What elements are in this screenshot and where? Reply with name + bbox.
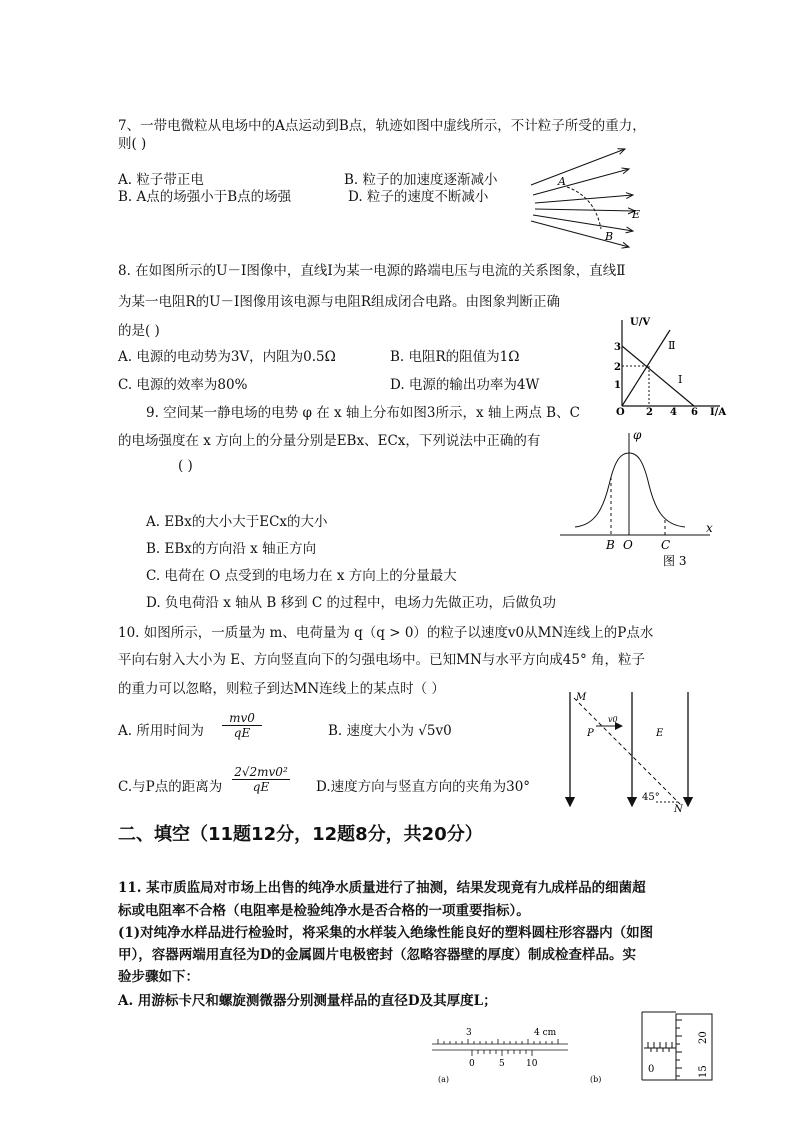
- q7-option-a: A. 粒子带正电: [118, 172, 204, 188]
- x-label: x: [706, 521, 713, 535]
- o-label: O: [623, 538, 633, 552]
- q7-option-c: B. A点的场强小于B点的场强: [118, 189, 292, 205]
- q10-option-b: B. 速度大小为 √5v0: [328, 723, 452, 739]
- micrometer-scale: 15: [698, 1065, 709, 1078]
- q9-option-a: A. EBx的大小大于ECx的大小: [146, 514, 328, 530]
- q9-stem-line1: 9. 空间某一静电场的电势 φ 在 x 轴上分布如图3所示，x 轴上两点 B、C: [146, 405, 580, 421]
- q10-stem-line1: 10. 如图所示，一质量为 m、电荷量为 q（q > 0）的粒子以速度v0从MN连线上的P点水: [118, 625, 654, 641]
- q7-field-figure: [525, 145, 640, 250]
- fig-label-e: E: [632, 208, 641, 221]
- fig-a-label: (a): [438, 1075, 450, 1084]
- q8-option-d: D. 电源的输出功率为4W: [390, 377, 540, 393]
- e-label: E: [656, 728, 664, 739]
- q9-option-d: D. 负电荷沿 x 轴从 B 移到 C 的过程中，电场力先做正功，后做负功: [146, 595, 557, 611]
- mn-line: [574, 698, 680, 804]
- q11-line4: 甲），容器两端用直径为D的金属圆片电极密封（忽略容器壁的厚度）制成检查样品。实: [118, 947, 636, 963]
- field-line: [533, 169, 629, 195]
- c-label: C: [661, 538, 671, 552]
- q11-line3: (1)对纯净水样品进行检验时，将采集的水样装入绝缘性能良好的塑料圆柱形容器内（如图: [118, 925, 654, 941]
- vernier-label: 5: [499, 1059, 505, 1069]
- x-tick: 6: [691, 407, 698, 418]
- vernier-caliper-figure: [428, 1022, 573, 1090]
- fraction-numerator: mv0: [222, 711, 262, 726]
- line-I: [622, 346, 694, 406]
- x-tick: 2: [646, 407, 653, 418]
- q8-ui-graph: [612, 316, 727, 416]
- line-II: [622, 330, 670, 406]
- q11-line2: 标或电阻率不合格（电阻率是检验纯净水是否合格的一项重要指标）。: [118, 903, 530, 919]
- q8-stem-line1: 8. 在如图所示的U－I图像中，直线Ⅰ为某一电源的路端电压与电流的关系图象，直线Ⅱ: [118, 263, 626, 279]
- main-scale-label: 4 cm: [534, 1028, 557, 1038]
- origin: O: [616, 407, 625, 418]
- fig-label-a: A: [558, 175, 566, 188]
- fig-xlabel: I/A: [710, 407, 727, 418]
- line-II-label: Ⅱ: [668, 339, 676, 352]
- q8-option-b: B. 电阻R的阻值为1Ω: [390, 349, 520, 365]
- q10-option-c-fraction: [232, 765, 290, 794]
- q10-option-a: A. 所用时间为: [118, 723, 204, 739]
- q7-option-b: B. 粒子的加速度逐渐减小: [344, 172, 498, 188]
- field-line: [531, 149, 625, 185]
- figure-caption: 图 3: [663, 554, 687, 568]
- micrometer-scale: 20: [698, 1031, 709, 1044]
- micrometer-zero: 0: [648, 1064, 655, 1075]
- vernier-label: 0: [469, 1059, 475, 1069]
- q9-stem-line2: 的电场强度在 x 方向上的分量分别是EBx、ECx，下列说法中正确的有: [118, 433, 541, 449]
- field-line: [535, 209, 635, 211]
- q11-line1: 11. 某市质监局对市场上出售的纯净水质量进行了抽测，结果发现竟有九成样品的细菌超: [118, 880, 646, 896]
- b-label: B: [606, 538, 615, 552]
- main-scale-label: 3: [466, 1028, 472, 1038]
- field-line: [535, 195, 633, 203]
- phi-curve: [575, 453, 685, 527]
- q7-stem-line1: 7、一带电微粒从电场中的A点运动到B点，轨迹如图中虚线所示，不计粒子所受的重力，: [118, 118, 646, 134]
- q9-potential-figure: [555, 425, 720, 570]
- n-label: N: [674, 804, 683, 815]
- fig-ylabel: U/V: [630, 317, 651, 328]
- q10-field-figure: [560, 688, 700, 813]
- q8-stem-line2: 为某一电阻R的U－I图像用该电源与电阻R组成闭合电路。由图象判断正确: [118, 294, 561, 310]
- q9-option-b: B. EBx的方向沿 x 轴正方向: [146, 541, 317, 557]
- line-I-label: Ⅰ: [678, 373, 683, 386]
- fig-label-b: B: [605, 230, 614, 243]
- q10-option-a-fraction: [222, 711, 262, 740]
- field-line: [531, 221, 629, 247]
- q7-option-d: D. 粒子的速度不断减小: [348, 189, 489, 205]
- q8-option-a: A. 电源的电动势为3V，内阻为0.5Ω: [118, 349, 336, 365]
- q8-stem-line3: 的是( ): [118, 323, 160, 339]
- q9-option-c: C. 电荷在 O 点受到的电场力在 x 方向上的分量最大: [146, 568, 457, 584]
- section-title: 二、填空（11题12分，12题8分，共20分）: [118, 824, 483, 845]
- q11-line6: A. 用游标卡尺和螺旋测微器分别测量样品的直径D及其厚度L；: [118, 993, 497, 1009]
- x-tick: 4: [670, 407, 677, 418]
- q10-stem-line2: 平向右射入大小为 E、方向竖直向下的匀强电场中。已知MN与水平方向成45° 角，粒子: [118, 652, 645, 668]
- micrometer-figure: [582, 1008, 722, 1088]
- m-label: M: [576, 692, 587, 703]
- angle-label: 45°: [642, 792, 660, 803]
- y-tick: 1: [614, 380, 621, 391]
- q9-stem-line3: ( ): [178, 458, 193, 474]
- p-label: P: [587, 728, 594, 739]
- q11-line5: 验步骤如下：: [118, 969, 199, 985]
- q10-stem-line3: 的重力可以忽略，则粒子到达MN连线上的某点时（ ）: [118, 681, 445, 697]
- q10-option-c: C.与P点的距离为: [118, 779, 223, 795]
- v0-label: v0: [608, 715, 618, 724]
- q7-stem-line2: 则( ): [118, 136, 147, 152]
- field-line: [533, 215, 633, 231]
- fraction-numerator: 2√2mv0²: [232, 765, 290, 780]
- y-tick: 3: [614, 342, 621, 353]
- fraction-denominator: qE: [252, 780, 270, 794]
- fig-b-label: (b): [590, 1075, 602, 1084]
- phi-label: φ: [633, 428, 642, 442]
- y-tick: 2: [614, 362, 621, 373]
- q8-option-c: C. 电源的效率为80%: [118, 377, 248, 393]
- q10-option-d: D.速度方向与竖直方向的夹角为30°: [316, 779, 531, 795]
- vernier-label: 10: [526, 1059, 538, 1069]
- fraction-denominator: qE: [233, 726, 251, 740]
